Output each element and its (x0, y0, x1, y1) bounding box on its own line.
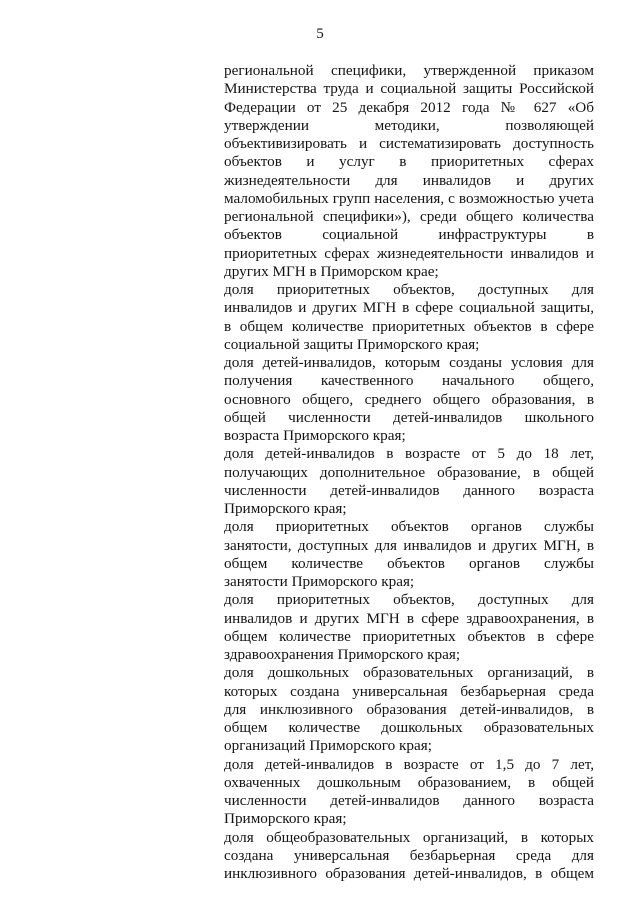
text-line: маломобильных групп населения, с возможностью учета (224, 189, 594, 207)
text-line: получения качественного начального общего, (224, 372, 594, 390)
text-line: которых создана универсальная безбарьерная среда (224, 682, 594, 700)
page-number: 5 (316, 26, 324, 42)
text-line: доля приоритетных объектов органов службы (224, 518, 594, 536)
text-line: для инклюзивного образования детей-инвалидов, в (224, 700, 594, 718)
text-line: получающих дополнительное образование, в общей (224, 463, 594, 481)
text-line: основного общего, среднего общего образования, в (224, 390, 594, 408)
text-line: Федерации от 25 декабря 2012 года № 627 «Об (224, 98, 594, 116)
text-line: других МГН в Приморском крае; (224, 262, 439, 280)
text-line: Приморского края; (224, 810, 347, 828)
text-line: жизнедеятельности для инвалидов и других (224, 171, 594, 189)
text-line: в общем количестве приоритетных объектов в сфере (224, 317, 594, 335)
text-line: численности детей-инвалидов данного возраста (224, 792, 594, 809)
text-line: инвалидов и других МГН в сфере здравоохранения, в (224, 609, 594, 627)
text-line: доля детей-инвалидов в возрасте от 5 до 18 лет, (224, 445, 594, 463)
text-line: утверждении методики, позволяющей (224, 116, 594, 134)
text-line: региональной специфики»), среди общего количества (224, 208, 594, 225)
text-line: доля детей-инвалидов в возрасте от 1,5 до 7 лет, (224, 755, 594, 773)
text-line: занятости, доступных для инвалидов и других МГН, в (224, 536, 594, 554)
text-line: доля общеобразовательных организаций, в которых (224, 828, 594, 846)
text-line: создана универсальная безбарьерная среда для (224, 846, 594, 864)
text-line: приоритетных сферах жизнедеятельности инвалидов и (224, 244, 594, 262)
text-line: объектов и услуг в приоритетных сферах (224, 153, 594, 171)
text-line: общем количестве дошкольных образовательных (224, 719, 594, 736)
text-line: общем количестве приоритетных объектов в сфере (224, 627, 594, 645)
text-line: региональной специфики, утвержденной приказом (224, 62, 594, 79)
text-line: общей численности детей-инвалидов школьного (224, 408, 594, 426)
text-line: социальной защиты Приморского края; (224, 335, 480, 353)
text-line: Министерства труда и социальной защиты Российской (224, 80, 594, 98)
text-line: занятости Приморского края; (224, 573, 415, 590)
text-line: инвалидов и других МГН в сфере социальной защиты, (224, 299, 594, 317)
text-line: возраста Приморского края; (224, 427, 406, 444)
text-line: численности детей-инвалидов данного возраста (224, 481, 594, 499)
text-line: объектов социальной инфраструктуры в (224, 226, 594, 244)
document-body (224, 62, 594, 883)
text-line: доля детей-инвалидов, которым созданы условия для (224, 354, 594, 371)
text-line: охваченных дошкольным образованием, в общей (224, 773, 594, 791)
text-line: общем количестве объектов органов службы (224, 554, 594, 572)
text-line: здравоохранения Приморского края; (224, 646, 461, 663)
text-line: организаций Приморского края; (224, 737, 432, 755)
text-line: доля приоритетных объектов, доступных для (224, 591, 594, 609)
text-line: доля приоритетных объектов, доступных для (224, 281, 594, 298)
text-line: Приморского края; (224, 500, 347, 517)
text-line: объективизировать и систематизировать доступность (224, 135, 594, 152)
text-line: инклюзивного образования детей-инвалидов, в общем (224, 865, 594, 882)
text-line: доля дошкольных образовательных организаций, в (224, 664, 594, 682)
